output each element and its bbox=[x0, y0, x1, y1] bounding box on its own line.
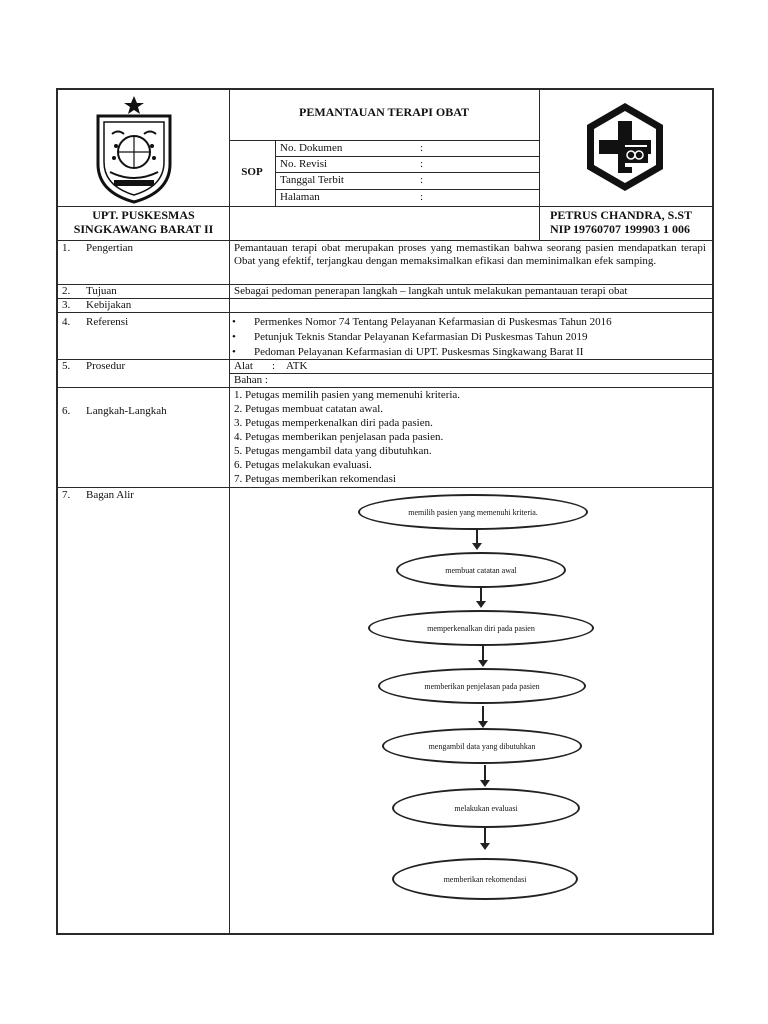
flow-node-7: memberikan rekomendasi bbox=[392, 858, 578, 900]
meta-line-1 bbox=[275, 156, 539, 157]
header-bottom-line bbox=[56, 206, 713, 207]
frame-right bbox=[712, 88, 714, 935]
section-label-pengertian: Pengertian bbox=[86, 242, 134, 254]
alat-sep: : bbox=[272, 360, 276, 372]
flow-arrow-6 bbox=[484, 828, 486, 848]
flow-node-2: membuat catatan awal bbox=[396, 552, 566, 588]
org-row-bottom bbox=[56, 240, 713, 241]
step-item: 3. Petugas memperkenalkan diri pada pasien. bbox=[234, 417, 433, 429]
step-item: 1. Petugas memilih pasien yang memenuhi kriteria. bbox=[234, 389, 461, 401]
flow-arrow-3 bbox=[482, 645, 484, 665]
step-item: 5. Petugas mengambil data yang dibutuhkan. bbox=[234, 445, 432, 457]
puskesmas-cross-hexagon-logo-icon bbox=[585, 101, 665, 193]
signer-name: PETRUS CHANDRA, S.ST bbox=[550, 208, 693, 222]
section-num-prosedur: 5. bbox=[62, 360, 71, 372]
section-text-tujuan: Sebagai pedoman penerapan langkah – langkah untuk melakukan pemantauan terapi obat bbox=[234, 285, 628, 297]
sop-divider bbox=[275, 140, 276, 206]
org-line-1: UPT. PUSKESMAS bbox=[92, 208, 195, 222]
step-item: 7. Petugas memberikan rekomendasi bbox=[234, 473, 396, 485]
row-line-6 bbox=[56, 487, 713, 488]
referensi-list bbox=[230, 315, 612, 360]
flow-node-3: memperkenalkan diri pada pasien bbox=[368, 610, 594, 646]
step-item: 2. Petugas membuat catatan awal. bbox=[234, 403, 384, 415]
flow-node-4: memberikan penjelasan pada pasien bbox=[378, 668, 586, 704]
flow-node-6: melakukan evaluasi bbox=[392, 788, 580, 828]
meta-label-tanggal-terbit: Tanggal Terbit bbox=[280, 174, 344, 186]
bahan-label: Bahan : bbox=[234, 374, 268, 386]
meta-line-3 bbox=[275, 189, 539, 190]
row-line-3 bbox=[56, 312, 713, 313]
flow-arrow-2 bbox=[480, 586, 482, 606]
meta-label-no-revisi: No. Revisi bbox=[280, 158, 328, 170]
section-num-langkah: 6. bbox=[62, 405, 71, 417]
section-label-prosedur: Prosedur bbox=[86, 360, 126, 372]
sop-label: SOP bbox=[241, 166, 263, 178]
title-bottom-line bbox=[229, 140, 539, 141]
flow-arrow-5 bbox=[484, 765, 486, 785]
prosedur-inner-line bbox=[229, 373, 713, 374]
section-text-pengertian: Pemantauan terapi obat merupakan proses yang memastikan bahwa seorang pasien mendapatkan terapi Obat yang efektif, terjangkau dengan memaksimalkan efikasi dan meminimalkan efek samping. bbox=[234, 242, 706, 267]
list-item: • Petunjuk Teknis Standar Pelayanan Kefarmasian Di Puskesmas Tahun 2019 bbox=[230, 330, 612, 345]
list-item: • Pedoman Pelayanan Kefarmasian di UPT. Puskesmas Singkawang Barat II bbox=[230, 345, 612, 360]
section-num-referensi: 4. bbox=[62, 316, 71, 328]
section-num-kebijakan: 3. bbox=[62, 299, 71, 311]
section-num-pengertian: 1. bbox=[62, 242, 71, 254]
row-line-5 bbox=[56, 387, 713, 388]
section-label-kebijakan: Kebijakan bbox=[86, 299, 132, 311]
alat-value: ATK bbox=[286, 360, 308, 372]
meta-sep-halaman: : bbox=[420, 191, 424, 203]
meta-line-2 bbox=[275, 172, 539, 173]
meta-sep-no-revisi: : bbox=[420, 158, 424, 170]
frame-bottom bbox=[56, 933, 713, 935]
section-num-bagan: 7. bbox=[62, 489, 71, 501]
meta-label-no-dokumen: No. Dokumen bbox=[280, 142, 343, 154]
signer-nip: NIP 19760707 199903 1 006 bbox=[550, 222, 691, 236]
frame-top bbox=[56, 88, 713, 90]
meta-label-halaman: Halaman bbox=[280, 191, 320, 203]
flow-arrow-1 bbox=[476, 528, 478, 548]
document-title: PEMANTAUAN TERAPI OBAT bbox=[298, 105, 469, 119]
row-line-2 bbox=[56, 298, 713, 299]
meta-sep-tanggal-terbit: : bbox=[420, 174, 424, 186]
section-num-tujuan: 2. bbox=[62, 285, 71, 297]
section-label-bagan: Bagan Alir bbox=[86, 489, 134, 501]
meta-sep-no-dokumen: : bbox=[420, 142, 424, 154]
header-right-divider bbox=[539, 88, 540, 240]
step-item: 6. Petugas melakukan evaluasi. bbox=[234, 459, 372, 471]
org-line-2: SINGKAWANG BARAT II bbox=[73, 222, 214, 236]
flow-node-5: mengambil data yang dibutuhkan bbox=[382, 728, 582, 764]
col-divider bbox=[229, 88, 230, 933]
regional-crest-emblem-icon bbox=[88, 94, 180, 204]
flow-node-1: memilih pasien yang memenuhi kriteria. bbox=[358, 494, 588, 530]
section-label-langkah: Langkah-Langkah bbox=[86, 405, 167, 417]
section-label-referensi: Referensi bbox=[86, 316, 129, 328]
flow-arrow-4 bbox=[482, 706, 484, 726]
section-label-tujuan: Tujuan bbox=[86, 285, 117, 297]
step-item: 4. Petugas memberikan penjelasan pada pasien. bbox=[234, 431, 444, 443]
alat-label: Alat bbox=[234, 360, 253, 372]
list-item: • Permenkes Nomor 74 Tentang Pelayanan Kefarmasian di Puskesmas Tahun 2016 bbox=[230, 315, 612, 330]
